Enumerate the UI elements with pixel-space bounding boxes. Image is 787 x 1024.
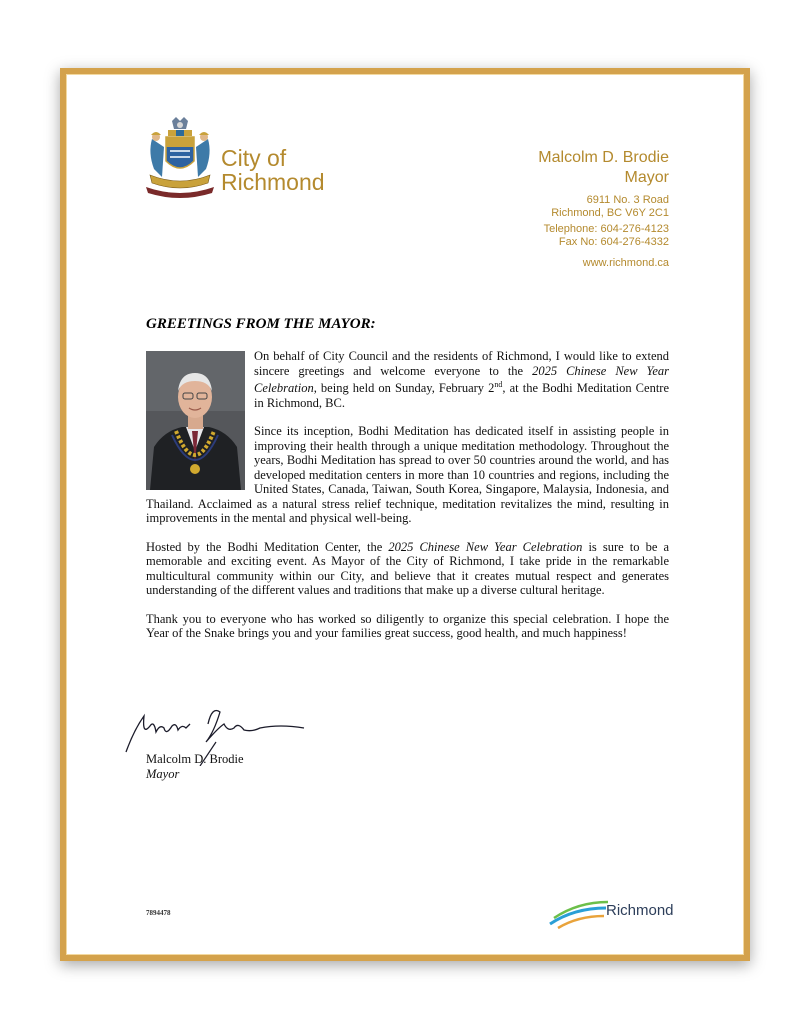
richmond-footer-wordmark: Richmond xyxy=(606,902,674,919)
document-id: 7894478 xyxy=(146,909,171,917)
signoff-block xyxy=(146,752,244,782)
signoff-name: Malcolm D. Brodie xyxy=(146,752,244,766)
city-crest-logo xyxy=(142,117,218,199)
city-line-1: City of xyxy=(221,145,287,171)
address-line-1: 6911 No. 3 Road xyxy=(586,194,669,206)
paragraph-3: Hosted by the Bodhi Meditation Center, the 2025 Chinese New Year Celebration is sure to be a memorable and exciting event. As Mayor of the City of Richmond, I take pride in the remarkable multicultural community within our City, and believe that it creates mutual respect and generates understanding of the different values and traditions that make up a diverse cultural heritage. xyxy=(146,539,670,598)
paragraph-4: Thank you to everyone who has worked so diligently to organize this special celebration. I hope the Year of the Snake brings you and your families great success, good health, and much happiness! xyxy=(146,611,669,641)
city-line-2: Richmond xyxy=(221,169,325,195)
mayor-name: Malcolm D. Brodie xyxy=(538,149,669,166)
paragraph-2: Since its inception, Bodhi Meditation has dedicated itself in assisting people in improving their health through a unique meditation methodology. Throughout the years, Bodhi Meditation has spread to over 50 countries around the world, and has developed meditation centers in more than 10 countries and regions, including the United States, Canada, Taiwan, South Korea, Singapore, Malaysia, Indonesia, and Thailand. Acclaimed as a natural stress relief technique, meditation revitalizes the mind, resulting in improvements in the mental and physical well-being. xyxy=(146,424,669,526)
paragraph-1: On behalf of City Council and the residents of Richmond, I would like to extend sincere greetings and welcome everyone to the 2025 Chinese New Year Celebration, being held on Sunday, February 2nd, at the Bodhi Meditation Centre in Richmond, BC. xyxy=(254,349,670,410)
website-link[interactable]: www.richmond.ca xyxy=(582,257,669,269)
event-name: 2025 Chinese New Year Celebration xyxy=(388,539,583,554)
address-line-2: Richmond, BC V6Y 2C1 xyxy=(551,207,669,219)
telephone: Telephone: 604-276-4123 xyxy=(543,223,669,235)
city-of-richmond-wordmark xyxy=(221,146,325,194)
mayor-contact-block xyxy=(538,148,669,270)
letter-body xyxy=(146,349,669,655)
letter-heading: GREETINGS FROM THE MAYOR: xyxy=(146,316,376,332)
mayor-title: Mayor xyxy=(624,169,669,186)
event-name: 2025 Chinese New Year Celebration xyxy=(254,363,669,396)
fax: Fax No: 604-276-4332 xyxy=(558,236,669,248)
signoff-title: Mayor xyxy=(146,767,180,781)
crest-motto: TO THE TOP xyxy=(167,188,193,194)
